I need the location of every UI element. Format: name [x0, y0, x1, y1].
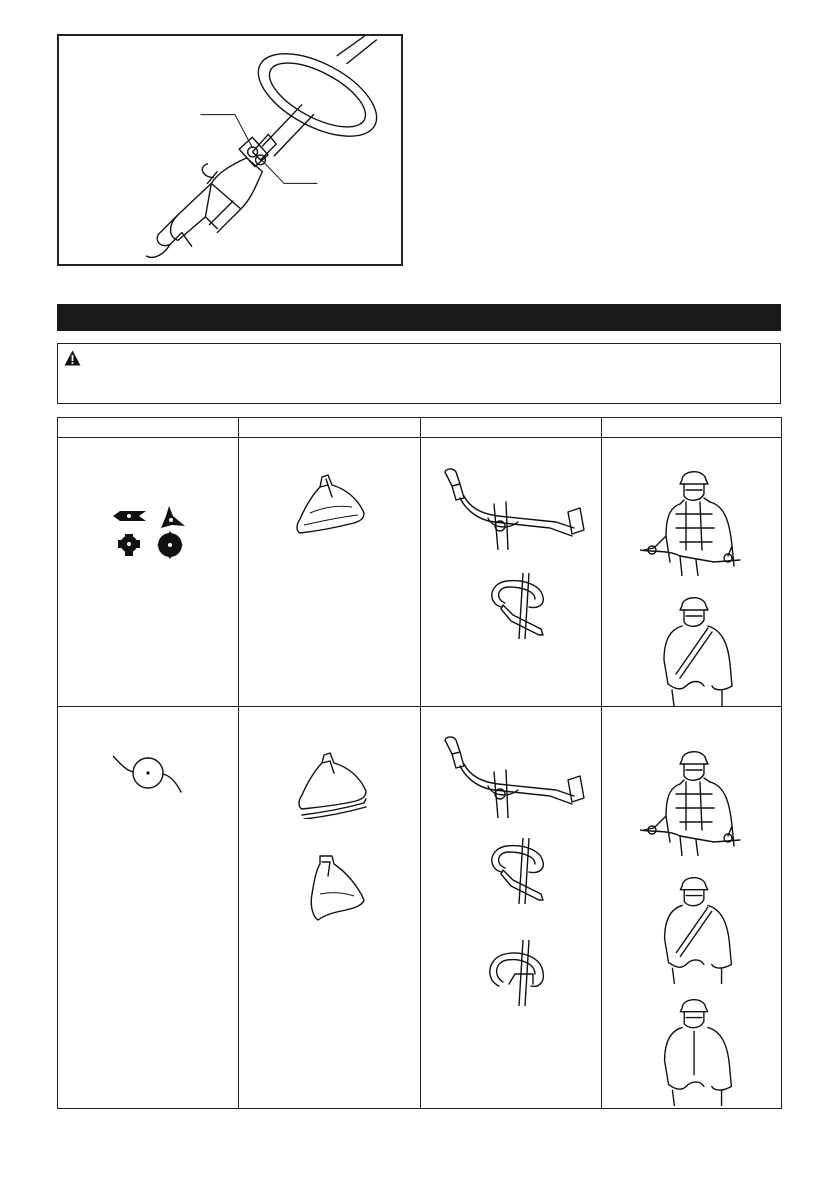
- protector-icon: [302, 854, 368, 924]
- 3-tooth-blade-icon: [161, 506, 185, 528]
- handle-shaft-illustration: [59, 36, 401, 264]
- warning-box: [57, 343, 781, 404]
- 2-tooth-blade-icon: [113, 511, 146, 521]
- saw-blade-icon: [157, 531, 183, 559]
- blade-set-icon: [110, 506, 188, 568]
- loop-handle-icon: [483, 838, 555, 904]
- loop-handle-icon: [483, 573, 555, 639]
- 4-tooth-blade-icon: [118, 534, 140, 556]
- double-shoulder-harness-operator-icon: [640, 746, 748, 856]
- no-strap-operator-icon: [652, 996, 742, 1106]
- bike-handle-icon: [438, 736, 588, 818]
- double-shoulder-harness-operator-icon: [640, 466, 748, 576]
- handle-shaft-figure: [57, 34, 403, 266]
- blade-guard-icon: [294, 473, 368, 541]
- bike-handle-icon: [438, 468, 588, 550]
- protector-with-extension-icon: [298, 751, 370, 819]
- combination-table: [57, 417, 782, 1109]
- section-title-bar: [57, 304, 781, 331]
- loop-handle-icon: [483, 940, 555, 1006]
- single-shoulder-strap-operator-icon: [652, 594, 742, 706]
- single-shoulder-strap-operator-icon: [652, 874, 742, 984]
- nylon-cutting-head-icon: [113, 752, 183, 794]
- warning-triangle-icon: [64, 350, 81, 366]
